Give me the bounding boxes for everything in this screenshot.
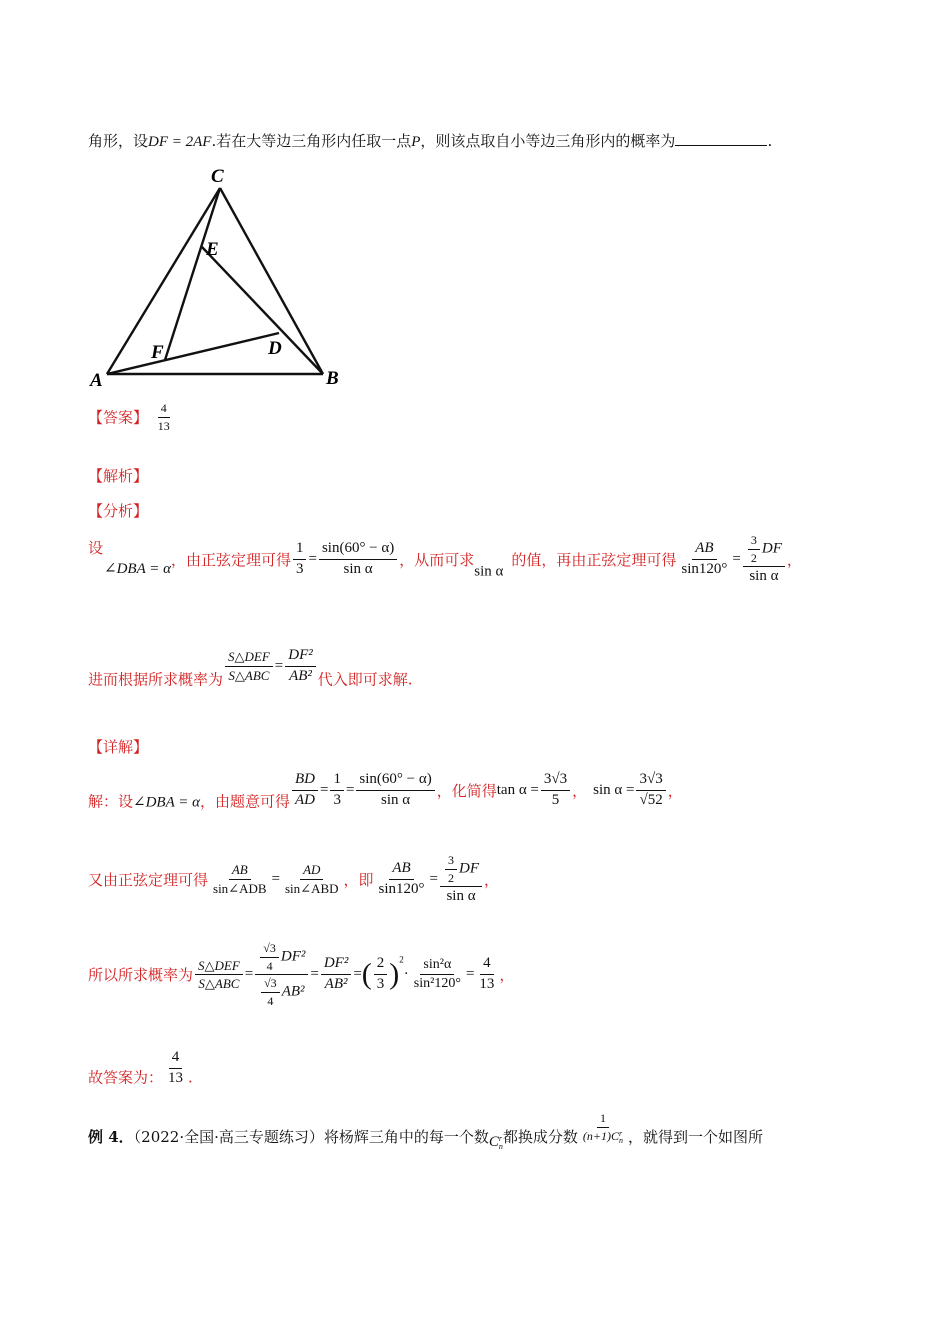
frac-den: sin α	[343, 560, 373, 577]
period: .	[188, 1068, 193, 1087]
frac-num: AB	[229, 863, 251, 880]
frac-den: sin α	[749, 568, 779, 585]
answer-fraction	[155, 402, 173, 432]
dot: ·	[403, 966, 409, 983]
frac-den: sin∠ABD	[285, 880, 339, 896]
frac-num: 4	[480, 956, 494, 975]
xiangjie-label: 【详解】	[88, 738, 149, 756]
problem-text-end: .	[767, 132, 773, 150]
xj-frac-df2-ab2	[321, 956, 352, 993]
frac-num: 1	[293, 541, 307, 560]
equals: =	[271, 870, 280, 887]
frac-den-text: (n+1)C	[582, 1128, 620, 1143]
fenxi-text4: 的值，再由正弦定理可得	[511, 550, 677, 569]
ab2-text: AB²	[281, 983, 305, 1000]
cnr-c: C	[488, 1134, 499, 1151]
frac-den: AB²	[289, 667, 312, 684]
example4-label: 例 4．	[88, 1128, 134, 1147]
xj-l2-text2: ，即	[343, 870, 374, 889]
frac-num: 1	[330, 772, 344, 791]
equals: =	[345, 781, 355, 798]
xiangjie-line1	[88, 772, 683, 811]
fenxi-frac-ab	[678, 541, 730, 578]
equals: =	[465, 966, 475, 983]
xiangjie-line4	[88, 1050, 193, 1087]
frac-num: AB	[692, 541, 716, 560]
fenxi-frac-sin	[319, 541, 397, 578]
frac-den: AB²	[324, 976, 348, 993]
fenxi-text3: ，从而可求	[399, 550, 475, 569]
xj-frac-third	[330, 772, 344, 809]
xj-frac-ad-abd	[282, 863, 342, 895]
answer-blank	[675, 131, 767, 146]
frac-den	[580, 1128, 626, 1144]
frac-num: DF²	[321, 956, 352, 975]
coef-num: √3	[260, 942, 279, 958]
fenxi-frac-one-third	[293, 541, 307, 578]
frac-den: 3	[376, 976, 385, 993]
xj-frac-df-sina	[440, 854, 482, 905]
example4-frac	[580, 1112, 626, 1144]
comma: ，	[484, 870, 500, 889]
frac-den: S△ABC	[228, 667, 270, 683]
frac-num	[440, 854, 482, 887]
equals: =	[310, 966, 319, 983]
comma: ，	[572, 781, 588, 800]
cnr-scripts: r n	[498, 1134, 503, 1151]
xj-frac-sin	[356, 772, 434, 809]
sqrt3-over-4-bottom	[261, 977, 280, 1007]
df-text: DF	[459, 860, 480, 877]
frac-num: AD	[300, 863, 323, 880]
label-f: F	[151, 342, 164, 363]
answer-label: 【答案】	[88, 408, 149, 427]
comma: ，	[499, 966, 515, 985]
example4-text2: 都换成分数	[502, 1128, 578, 1147]
fenxi-frac-s	[225, 650, 273, 682]
label-e: E	[206, 239, 219, 260]
frac-den: 3	[295, 560, 304, 577]
fenxi-angle: ∠DBA = α	[104, 560, 171, 577]
coef-num: 3	[748, 534, 760, 550]
example4-text1: （2022·全国·高三专题练习）将杨辉三角中的每一个数	[133, 1128, 489, 1147]
problem-line1	[88, 130, 772, 151]
xj-sin: sin α =	[593, 781, 635, 798]
example4-line	[88, 1112, 763, 1151]
equals: =	[319, 781, 329, 798]
comma: ，	[786, 550, 802, 569]
frac-den: sin α	[381, 791, 411, 808]
xj-text2: ，由题意可得	[199, 792, 290, 811]
frac-num: sin²α	[420, 958, 454, 976]
frac-den: 13	[168, 1069, 184, 1086]
coef-den: 4	[266, 958, 273, 973]
frac-num: 3√3	[636, 772, 665, 791]
example4-text3: ，就得到一个如图所	[628, 1128, 764, 1147]
xj-angle: ∠DBA = α	[133, 794, 200, 811]
xj-tan: tan α =	[496, 781, 539, 798]
xj-frac-area	[255, 942, 308, 1007]
frac-den: √52	[639, 791, 663, 808]
jiexi-label: 【解析】	[88, 467, 149, 485]
frac-num: 4	[169, 1050, 183, 1069]
comma: ，	[667, 781, 683, 800]
coef-num: 3	[445, 854, 457, 870]
frac-num: S△DEF	[225, 650, 273, 667]
frac-num: BD	[292, 772, 318, 791]
fenxi-text1: 设	[88, 539, 104, 558]
coef-den: 4	[267, 993, 274, 1008]
frac-num: 3√3	[541, 772, 570, 791]
xj-l3-text1: 所以所求概率为	[88, 966, 194, 985]
xj-l4-frac	[165, 1050, 186, 1087]
frac-num	[255, 942, 308, 975]
square-exp: 2	[399, 954, 404, 965]
xj-l4-text: 故答案为：	[88, 1068, 164, 1087]
xj-frac-2-3	[374, 956, 388, 993]
frac-den: sin120°	[681, 560, 728, 577]
equals: =	[732, 550, 741, 567]
fenxi-frac-df2	[285, 648, 316, 685]
frac-num: sin(60° − α)	[356, 772, 434, 791]
problem-point-p: P	[411, 134, 421, 150]
xj-frac-bd	[292, 772, 318, 809]
label-d: D	[268, 338, 282, 359]
df-text: DF	[761, 540, 782, 557]
label-b: B	[326, 368, 339, 389]
fenxi-line2-text: 进而根据所求概率为	[88, 670, 224, 689]
label-c: C	[211, 166, 224, 187]
frac-den-scripts: r n	[619, 1128, 624, 1145]
triangle-figure	[85, 160, 355, 390]
frac-den: 3	[333, 791, 341, 808]
coef-num: √3	[261, 977, 280, 993]
problem-equation: DF = 2AF	[148, 134, 212, 150]
answer-num: 4	[158, 402, 170, 418]
frac-den	[256, 975, 307, 1007]
coef-den: 2	[448, 870, 455, 885]
segment-ad	[107, 333, 279, 374]
xj-frac-ab-adb	[210, 863, 270, 895]
sqrt3-over-4-top	[260, 942, 279, 972]
problem-text-middle: .若在大等边三角形内任取一点	[211, 132, 412, 150]
xj-frac-result	[476, 956, 497, 993]
xj-l2-text1: 又由正弦定理可得	[88, 870, 209, 889]
equals: =	[429, 870, 439, 887]
answer-den: 13	[157, 418, 170, 433]
equals: =	[244, 966, 254, 983]
fenxi-text2: ，由正弦定理可得	[170, 550, 291, 569]
frac-num: AB	[389, 861, 413, 880]
coef-den: 2	[750, 550, 757, 565]
xj-frac-sin2	[411, 958, 464, 992]
fenxi-line1	[88, 534, 802, 585]
paren-right: )	[389, 957, 400, 991]
xj-text1: 解：设	[88, 792, 134, 811]
coef-frac	[748, 534, 760, 564]
xj-frac-ab-120	[376, 861, 428, 898]
frac-num: DF²	[285, 648, 316, 667]
fenxi-line2-suffix: 代入即可求解.	[317, 670, 413, 689]
frac-num: 2	[374, 956, 388, 975]
frac-den: S△ABC	[198, 976, 240, 992]
fenxi-frac-df	[743, 534, 785, 585]
frac-den: AD	[294, 791, 315, 808]
xj-frac-sinval	[636, 772, 665, 809]
xj-frac-s	[195, 959, 243, 991]
fenxi-label: 【分析】	[88, 502, 149, 520]
frac-den: 5	[551, 791, 560, 808]
frac-num: S△DEF	[195, 959, 243, 976]
segment-cf	[165, 188, 220, 360]
df2-text: DF²	[280, 948, 306, 965]
label-a: A	[90, 370, 103, 390]
equals: =	[308, 550, 317, 567]
problem-text-suffix: ，则该点取自小等边三角形内的概率为	[420, 132, 676, 150]
frac-den: sin α	[446, 888, 476, 905]
frac-den: 13	[479, 976, 495, 993]
example4-cnr	[489, 1134, 503, 1150]
answer-row	[88, 402, 175, 432]
frac-num: sin(60° − α)	[319, 541, 397, 560]
frac-num	[743, 534, 785, 567]
fenxi-line2	[88, 648, 413, 689]
frac-den: sin120°	[378, 880, 425, 897]
paren-left: (	[361, 957, 372, 991]
frac-num: 1	[597, 1112, 609, 1128]
problem-text-prefix: 角形，设	[88, 132, 149, 150]
xj-frac-tan	[541, 772, 570, 809]
coef-frac	[445, 854, 457, 884]
frac-den: sin²120°	[413, 976, 461, 992]
equals: =	[274, 657, 284, 674]
xiangjie-line3	[88, 942, 514, 1007]
equals: =	[353, 966, 362, 983]
xiangjie-line2	[88, 854, 499, 905]
frac-den: sin∠ADB	[213, 880, 267, 896]
fenxi-sin-alpha: sin α	[474, 563, 504, 580]
xj-text3: ，化简得	[436, 781, 497, 800]
